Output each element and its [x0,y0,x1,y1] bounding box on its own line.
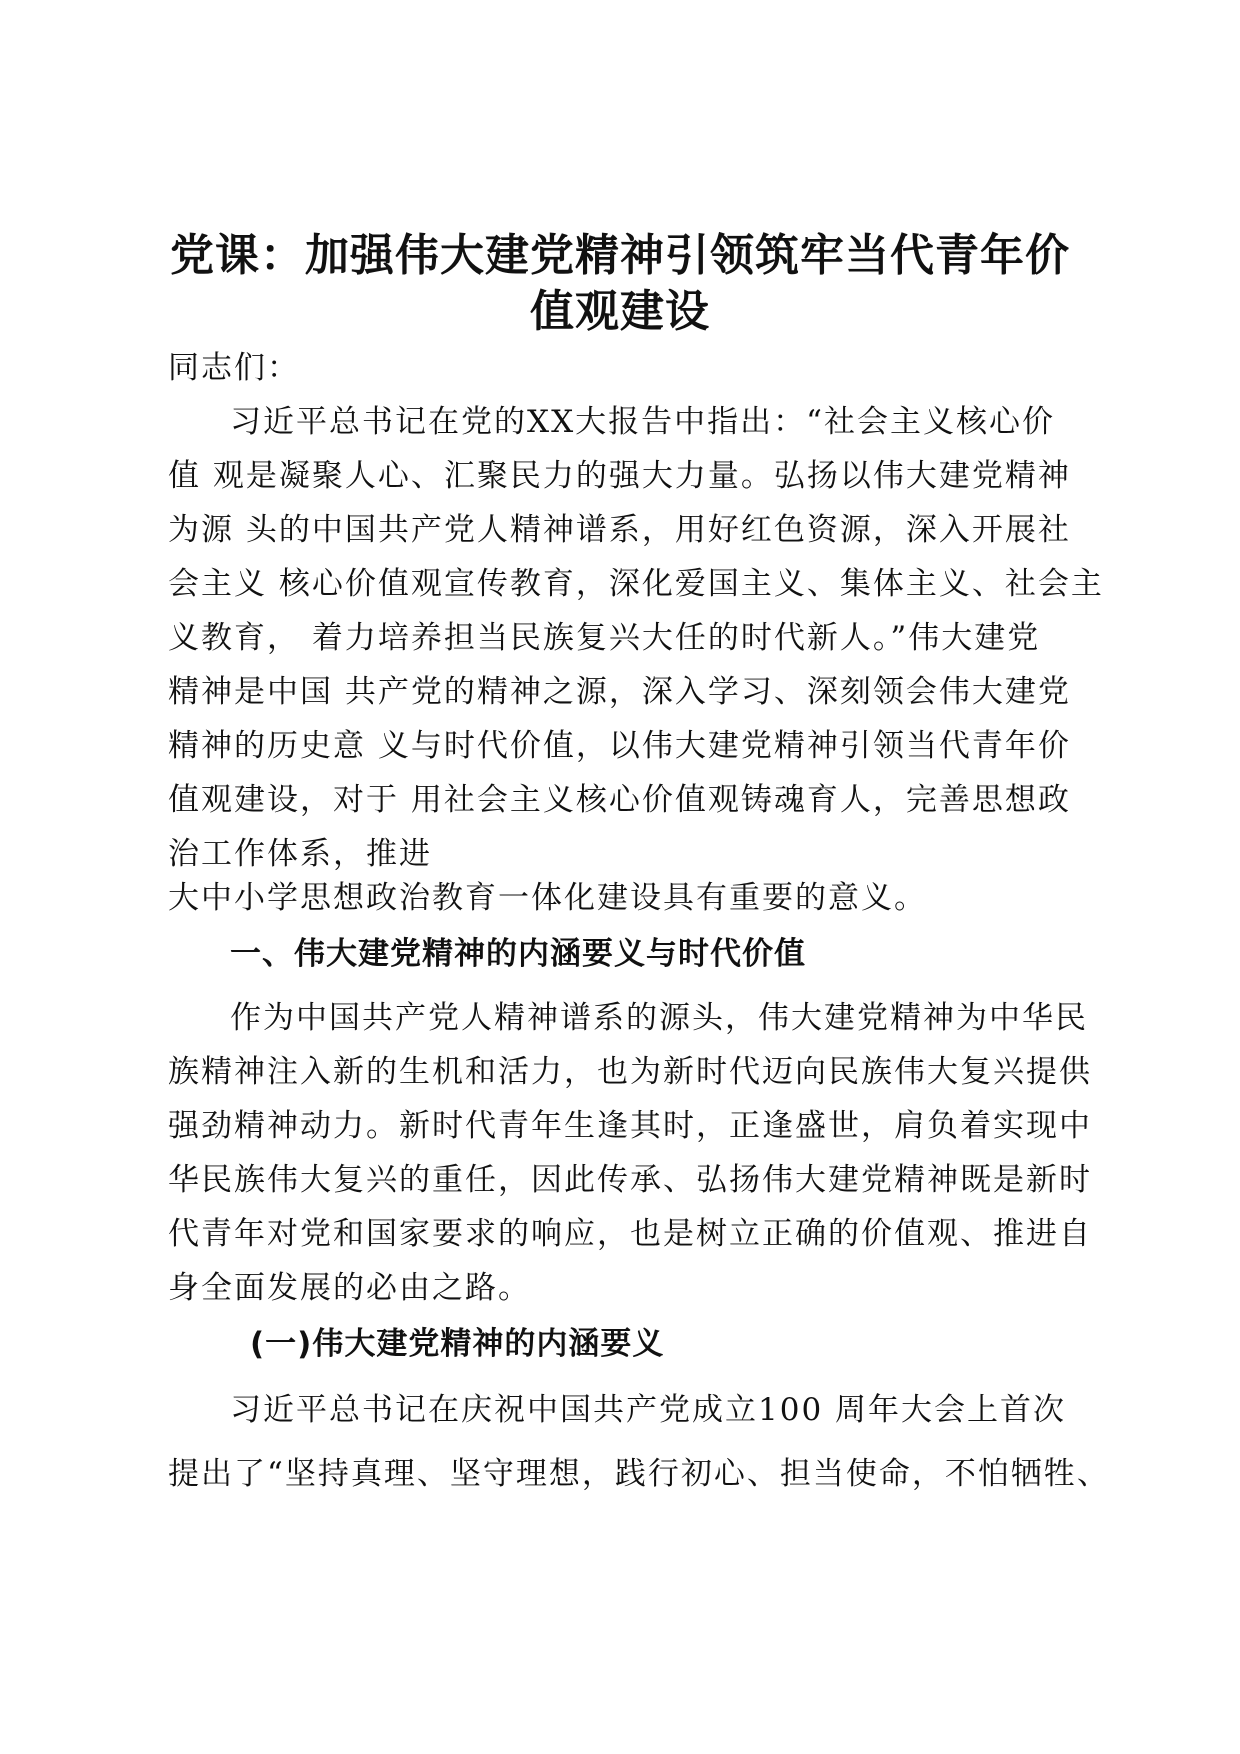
subsection-1-line-1: 习近平总书记在庆祝中国共产党成立100 周年大会上首次 [230,1392,1067,1428]
section-1-line-4: 华民族伟大复兴的重任，因此传承、弘扬伟大建党精神既是新时 [168,1162,1092,1198]
intro-line-4: 会主义 核心价值观宣传教育，深化爱国主义、集体主义、社会主 [168,566,1104,602]
subsection-1-line-2: 提出了“坚持真理、坚守理想，践行初心、担当使命，不怕牺牲、 [168,1456,1110,1492]
salutation: 同志们： [168,350,300,386]
intro-line-5: 义教育， 着力培养担当民族复兴大任的时代新人。”伟大建党 [168,620,1041,656]
section-1-heading: 一、伟大建党精神的内涵要义与时代价值 [230,936,806,972]
intro-line-10: 大中小学思想政治教育一体化建设具有重要的意义。 [168,880,927,916]
intro-line-6: 精神是中国 共产党的精神之源，深入学习、深刻领会伟大建党 [168,674,1071,710]
section-1-line-3: 强劲精神动力。新时代青年生逢其时，正逢盛世，肩负着实现中 [168,1108,1092,1144]
section-1-line-2: 族精神注入新的生机和活力，也为新时代迈向民族伟大复兴提供 [168,1054,1092,1090]
section-1-line-5: 代青年对党和国家要求的响应，也是树立正确的价值观、推进自 [168,1216,1092,1252]
title-line-1: 党课：加强伟大建党精神引领筑牢当代青年价 [170,230,1070,281]
intro-line-7: 精神的历史意 义与时代价值，以伟大建党精神引领当代青年价 [168,728,1071,764]
section-1-line-1: 作为中国共产党人精神谱系的源头，伟大建党精神为中华民 [230,1000,1088,1036]
title-line-2: 值观建设 [530,286,710,337]
section-1-line-6: 身全面发展的必由之路。 [168,1270,531,1306]
intro-line-3: 为源 头的中国共产党人精神谱系，用好红色资源，深入开展社 [168,512,1071,548]
document-title [150,228,1090,340]
intro-line-1: 习近平总书记在党的XX大报告中指出：“社会主义核心价 [230,404,1055,440]
intro-line-2: 值 观是凝聚人心、汇聚民力的强大力量。弘扬以伟大建党精神 [168,458,1071,494]
intro-line-8: 值观建设，对于 用社会主义核心价值观铸魂育人，完善思想政 [168,782,1071,818]
subsection-1-heading: (一)伟大建党精神的内涵要义 [250,1326,665,1362]
intro-line-9: 治工作体系，推进 [168,836,432,872]
